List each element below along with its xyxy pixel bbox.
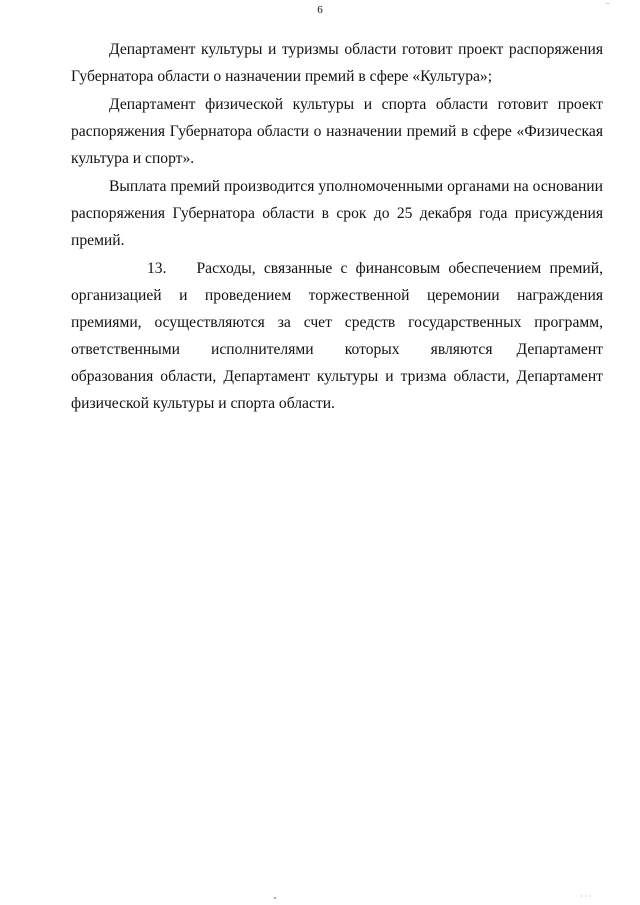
scan-artifact-dot xyxy=(274,897,276,899)
item-number: 13. xyxy=(147,260,167,277)
document-body xyxy=(71,36,603,418)
paragraph-item-13 xyxy=(71,255,603,417)
scan-artifact-corner: ⁻ xyxy=(605,0,610,10)
item-13-text-part2: Департамент образования области, Департамент культуры и тризма области, Департамент физической культуры и спорта области. xyxy=(71,341,603,412)
item-13-text-part1: Расходы, связанные с финансовым обеспечением премий, организацией и проведением торжественной церемонии награждения премиями, осуществляются за счет средств государственных программ, ответственными исполнителями которых являются xyxy=(71,260,603,358)
page-number: 6 xyxy=(317,4,323,16)
paragraph-payment-terms: Выплата премий производится уполномоченными органами на основании распоряжения Губернатора области в срок до 25 декабря года присуждения премий. xyxy=(71,178,603,249)
paragraph-sport-department: Департамент физической культуры и спорта области готовит проект распоряжения Губернатора области о назначении премий в сфере «Физическая культура и спорт». xyxy=(71,96,603,167)
scan-artifact-bottom: · · · xyxy=(580,892,592,901)
paragraph-culture-department: Департамент культуры и туризмы области готовит проект распоряжения Губернатора области о назначении премий в сфере «Культура»; xyxy=(71,41,603,85)
